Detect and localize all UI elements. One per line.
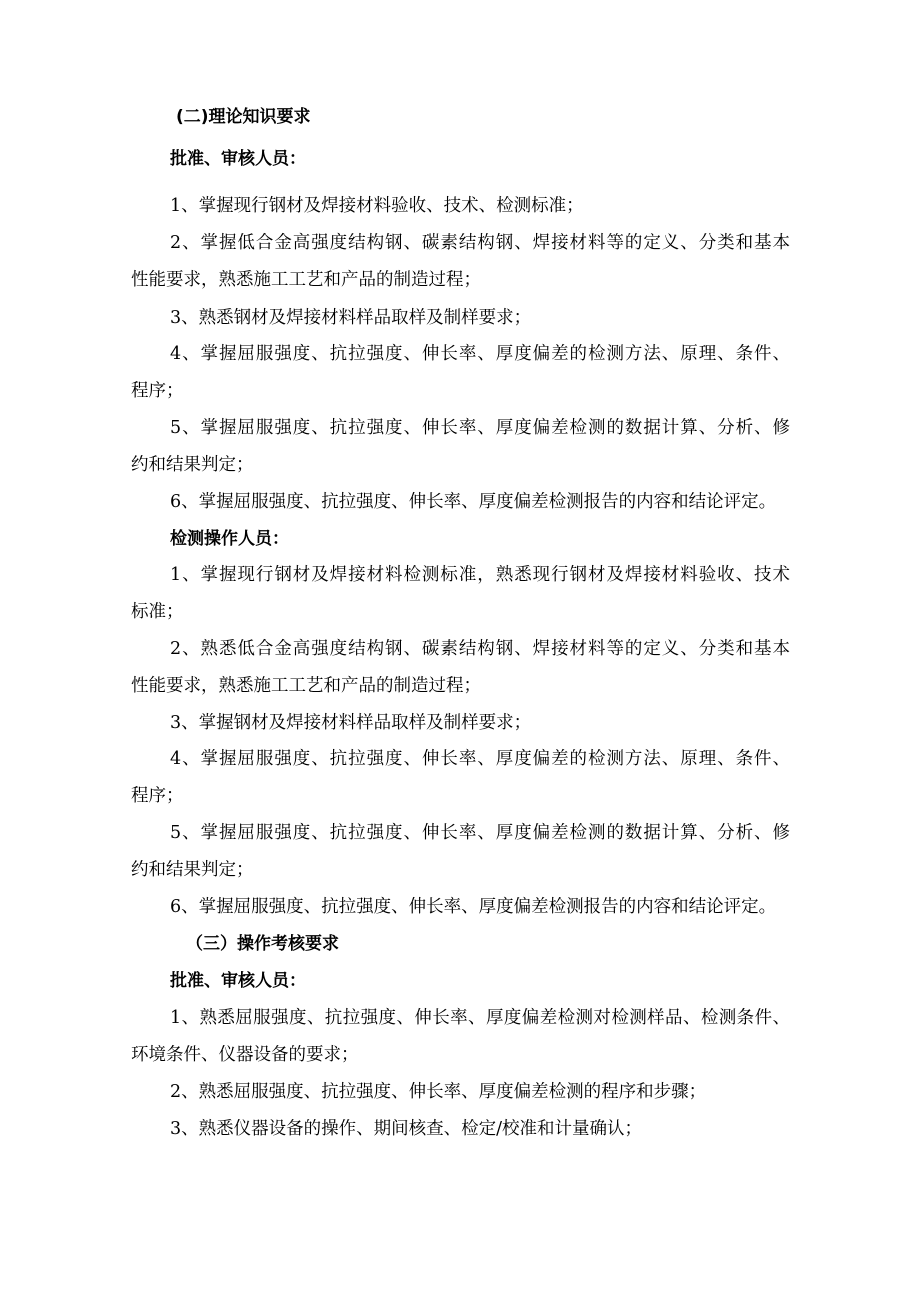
list-item: 3、掌握钢材及焊接材料样品取样及制样要求；: [170, 713, 532, 733]
list-item: 2、掌握低合金高强度结构钢、碳素结构钢、焊接材料等的定义、分类和基本: [170, 233, 790, 253]
list-item: 3、熟悉钢材及焊接材料样品取样及制样要求；: [170, 308, 532, 328]
list-item: 5、掌握屈服强度、抗拉强度、伸长率、厚度偏差检测的数据计算、分析、修: [170, 823, 790, 843]
list-item: 2、熟悉低合金高强度结构钢、碳素结构钢、焊接材料等的定义、分类和基本: [170, 639, 790, 659]
list-item: 5、掌握屈服强度、抗拉强度、伸长率、厚度偏差检测的数据计算、分析、修: [170, 418, 790, 438]
list-item: 1、熟悉屈服强度、抗拉强度、伸长率、厚度偏差检测对检测样品、检测条件、: [170, 1008, 790, 1028]
section-heading: (二)理论知识要求: [176, 107, 311, 127]
list-item: 6、掌握屈服强度、抗拉强度、伸长率、厚度偏差检测报告的内容和结论评定。: [170, 897, 777, 917]
list-item-continuation: 程序；: [131, 786, 184, 806]
list-item: 1、掌握现行钢材及焊接材料检测标准，熟悉现行钢材及焊接材料验收、技术: [170, 565, 790, 585]
list-item-continuation: 性能要求，熟悉施工工艺和产品的制造过程；: [131, 676, 481, 696]
list-item-continuation: 程序；: [131, 381, 184, 401]
subsection-title: 批准、审核人员：: [170, 971, 306, 991]
list-item-continuation: 约和结果判定；: [131, 860, 254, 880]
subsection-title: 检测操作人员：: [170, 529, 289, 549]
section-heading: （三）操作考核要求: [186, 934, 339, 954]
list-item-continuation: 约和结果判定；: [131, 455, 254, 475]
list-item-continuation: 标准；: [131, 602, 184, 622]
list-item: 6、掌握屈服强度、抗拉强度、伸长率、厚度偏差检测报告的内容和结论评定。: [170, 492, 777, 512]
list-item: 4、掌握屈服强度、抗拉强度、伸长率、厚度偏差的检测方法、原理、条件、: [170, 344, 790, 364]
list-item: 3、熟悉仪器设备的操作、期间核查、检定/校准和计量确认；: [170, 1119, 643, 1139]
list-item: 2、熟悉屈服强度、抗拉强度、伸长率、厚度偏差检测的程序和步骤；: [170, 1082, 707, 1102]
subsection-title: 批准、审核人员：: [170, 149, 306, 169]
list-item: 1、掌握现行钢材及焊接材料验收、技术、检测标准；: [170, 196, 584, 216]
list-item: 4、掌握屈服强度、抗拉强度、伸长率、厚度偏差的检测方法、原理、条件、: [170, 749, 790, 769]
list-item-continuation: 环境条件、仪器设备的要求；: [131, 1045, 359, 1065]
list-item-continuation: 性能要求，熟悉施工工艺和产品的制造过程；: [131, 270, 481, 290]
